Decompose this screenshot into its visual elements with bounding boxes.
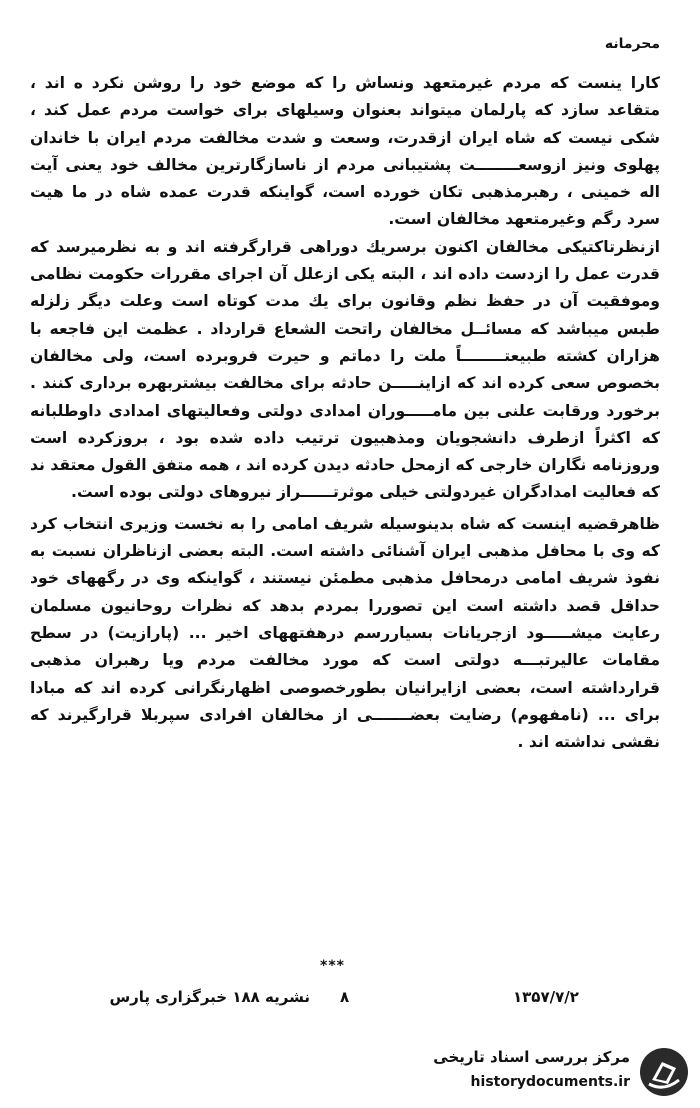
- watermark: [408, 1046, 690, 1102]
- document-body: [30, 70, 660, 756]
- watermark-name: مرکز بررسی اسناد تاریخی: [433, 1048, 630, 1066]
- footer-date: ۱۳۵۷/۷/۲: [513, 988, 579, 1006]
- watermark-url[interactable]: historydocuments.ir: [470, 1074, 630, 1090]
- paragraph: ازنظرتاکتیکی مخالفان اکنون برسریك دوراهی قرارگرفته اند و به نظرمیرسد که قدرت عمل را ازدست داده اند ، البته یکی ازعلل آن اجرای مقررات حکومت نظامی وموفقیت آن در حفظ نظم وقانون برای یك مدت کوتاه است وعلت دیگر زلزله طبس میباشد که مسائــل مخالفان راتحت الشعاع قرارداد . عظمت این فاجعه با هزاران کشته طبیعتــــــــاً ملت را دماتم و حیرت فروبرده است، ولی مخالفان بخصوص سعی کرده اند که ازاینـــــن حادثه برای مخالفت بیشتربهره برداری کنند . برخورد ورقابت علنی بین مامـــــوران امدادی دولتی وفعالیتهای امدادی داوطلبانه که اکثراً ازطرف دانشجویان ومذهبیون ترتیب داده شده بود ، بروزکرده است وروزنامه نگاران خارجی که ازمحل حادثه دیدن کرده اند ، همه متفق القول معتقد ند که فعالیت امدادگران غیردولتی خیلی موثرتــــــراز نیروهای دولتی بوده است.: [30, 237, 660, 502]
- footer-source: نشریه ۱۸۸ خبرگزاری پارس: [109, 988, 310, 1006]
- footer-page-number: ۸: [340, 988, 350, 1006]
- paragraph: ظاهرقضیه اینست که شاه بدینوسیله شریف امامی را به نخست وزیری انتخاب کرد که وی با محافل مذهبی ایران آشنائی داشته است. البته بعضی ازناظران نسبت به نفوذ شریف امامی درمحافل مذهبی مطمئن نیستند ، گواینکه وی در رگههای خود حداقل قصد داشته است این تصوررا بمردم بدهد که نظرات روحانیون مسلمان رعایت میشـــــود ازجریانات بسیاررسم درهفتههای اخیر ... (پارازیت) در سطح مقامات عالیرتبـــه دولتی است که مورد مخالفت مردم ویا رهبران مذهبی قرارداشته است، بعضی ازایرانیان بطورخصوصی اظهارنگرانی کرده اند که مبادا برای ... (نامفهوم) رضایت بعضـــــــی از مخالفان افرادی سپربلا قرارگیرند که نقشی نداشته اند .: [30, 514, 660, 752]
- classification-label: محرمانه: [604, 36, 660, 52]
- archive-logo-icon: [638, 1046, 690, 1098]
- paragraph: کارا ینست که مردم غیرمتعهد ونساش را که موضع خود را روشن نکرد ه اند ، متقاعد سازد که پارلمان میتواند بعنوان وسیلهای برای خواست مردم عمل کند ، شکی نیست که شاه ایران ازقدرت، وسعت و شدت مخالفت مردم ایران با خاندان پهلوی ونیز ازوسعــــــــت پشتیبانی مردم از ناسازگارترین مخالف خود یعنی آیت اله خمینی ، رهبرمذهبی تکان خورده است، گواینکه قدرت عمده شاه در ما هیت سرد رگم وغیرمتعهد مخالفان است.: [30, 74, 660, 229]
- end-mark: ***: [320, 958, 345, 974]
